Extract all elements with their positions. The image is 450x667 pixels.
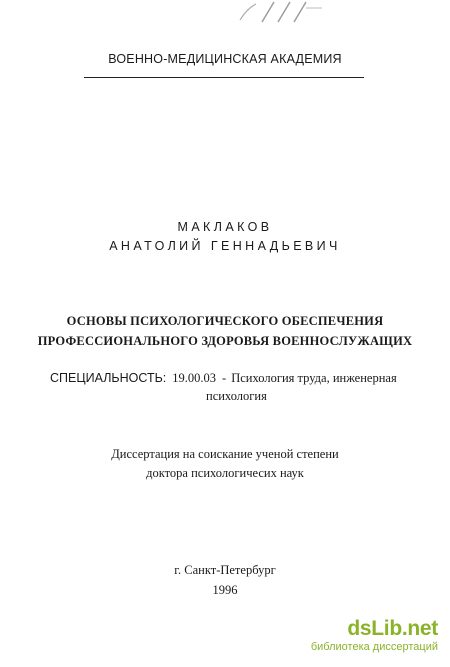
city: г. Санкт-Петербург	[174, 563, 276, 577]
specialty-field-continued: психология	[206, 389, 267, 403]
degree-line-2: доктора психологичесих наук	[146, 466, 304, 480]
author-surname: МАКЛАКОВ	[177, 220, 273, 234]
watermark	[278, 617, 438, 657]
year: 1996	[212, 583, 238, 597]
specialty-field: Психология труда, инженерная	[231, 371, 397, 385]
handwritten-marks	[222, 0, 342, 28]
degree-line-1: Диссертация на соискание ученой степени	[111, 447, 339, 461]
dissertation-title-line-2: ПРОФЕССИОНАЛЬНОГО ЗДОРОВЬЯ ВОЕННОСЛУЖАЩИХ	[37, 334, 413, 348]
dissertation-title-line-1: ОСНОВЫ ПСИХОЛОГИЧЕСКОГО ОБЕСПЕЧЕНИЯ	[66, 314, 384, 328]
author-given-names: АНАТОЛИЙ ГЕННАДЬЕВИЧ	[109, 239, 341, 253]
watermark-logo: dsLib.net	[347, 617, 438, 640]
specialty-dash: -	[222, 371, 227, 385]
specialty-code: 19.00.03	[172, 371, 217, 385]
specialty-label: СПЕЦИАЛЬНОСТЬ:	[50, 371, 167, 385]
academy-name: ВОЕННО-МЕДИЦИНСКАЯ АКАДЕМИЯ	[108, 52, 342, 66]
specialty-line	[50, 371, 397, 386]
header-rule	[84, 77, 364, 78]
watermark-subtitle: библиотека диссертаций	[310, 641, 438, 653]
